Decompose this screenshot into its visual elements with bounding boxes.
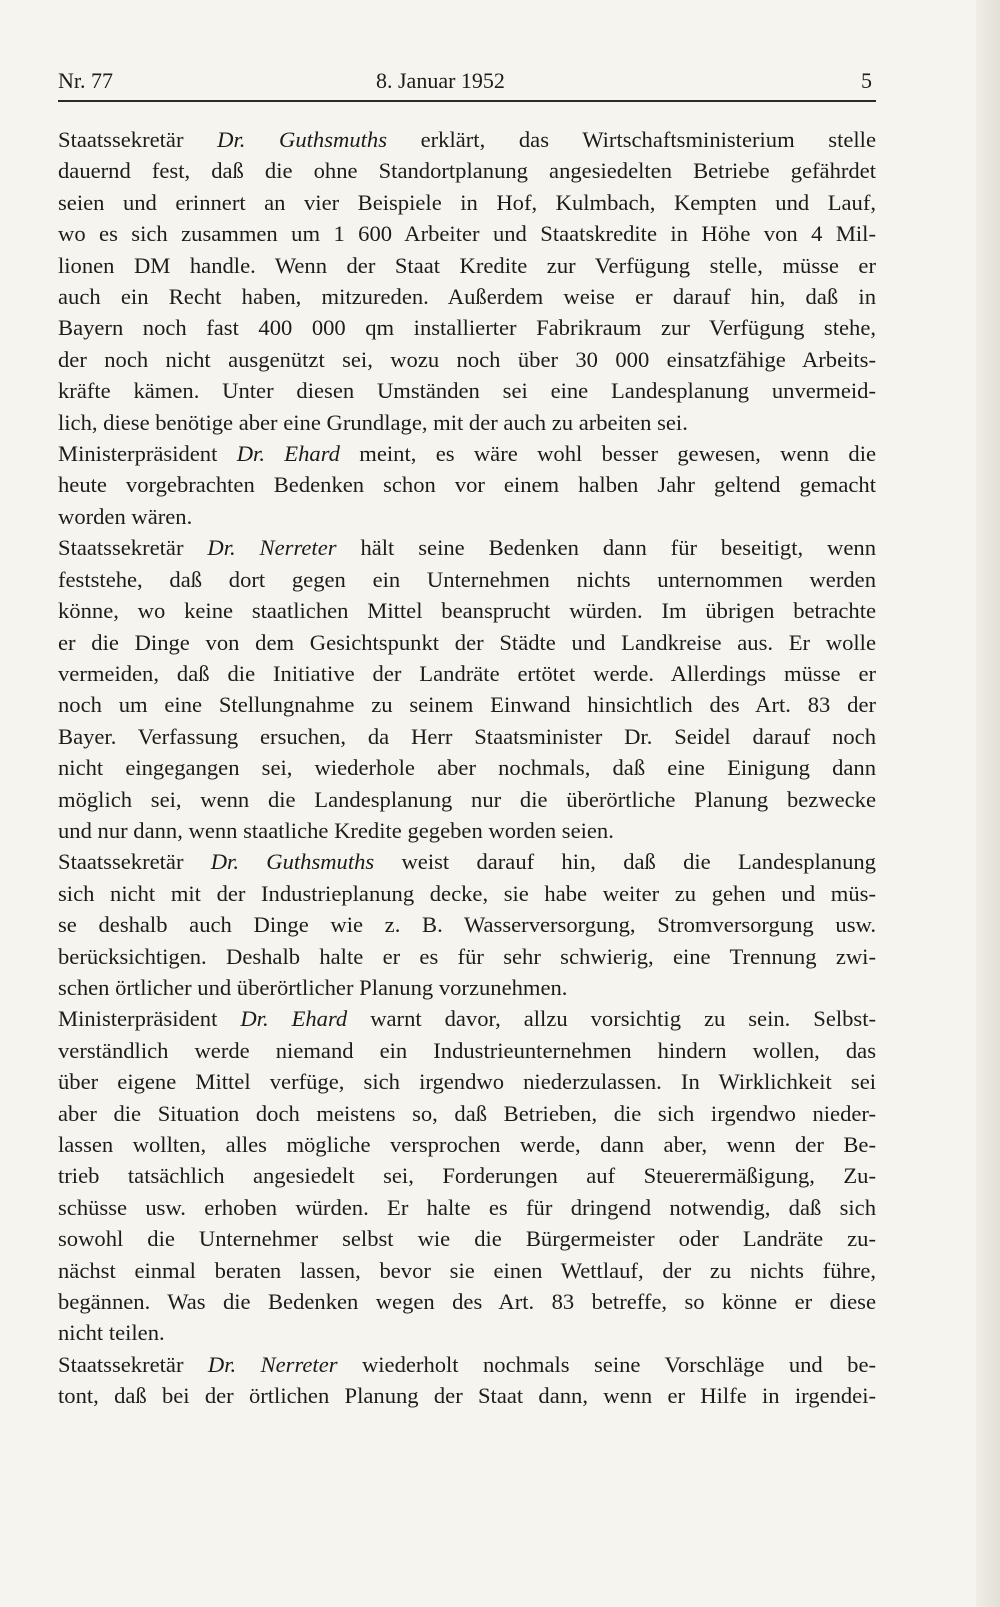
speaker-name: Dr. Nerreter: [207, 535, 337, 561]
text-line: [58, 815, 876, 846]
paragraph: [58, 438, 876, 532]
text-run: lionen DM handle. Wenn der Staat Kredite zur Verfügung stelle, müsse er: [58, 252, 876, 278]
text-run: Bayer. Verfassung ersuchen, da Herr Staatsminister Dr. Seidel darauf noch: [58, 723, 876, 749]
text-run: weist darauf hin, daß die Landesplanung: [374, 849, 876, 875]
speaker-name: Dr. Nerreter: [207, 1351, 338, 1377]
text-line: [58, 501, 876, 532]
text-run: kräfte kämen. Unter diesen Umständen sei eine Landesplanung unvermeid-: [58, 378, 876, 404]
text-run: Staatssekretär: [58, 1351, 208, 1377]
text-line: [58, 344, 876, 375]
text-run: wo es sich zusammen um 1 600 Arbeiter und Staatskredite in Höhe von 4 Mil-: [58, 221, 876, 247]
issue-number: Nr. 77: [58, 68, 113, 93]
text-line: [58, 438, 876, 469]
text-run: Staatssekretär: [58, 535, 208, 561]
text-line: [58, 972, 876, 1003]
text-run: der noch nicht ausgenützt sei, wozu noch über 30 000 einsatzfähige Arbeits-: [58, 346, 876, 372]
text-run: verständlich werde niemand ein Industrieunternehmen hindern wollen, das: [58, 1037, 876, 1063]
text-run: nächst einmal beraten lassen, bevor sie einen Wettlauf, der zu nichts führe,: [58, 1257, 876, 1283]
text-line: [58, 187, 876, 218]
text-line: [58, 595, 876, 626]
text-run: Ministerpräsident: [58, 441, 237, 467]
speaker-name: Dr. Ehard: [236, 441, 340, 467]
text-run: aber die Situation doch meistens so, daß Betrieben, die sich irgendwo nieder-: [58, 1100, 876, 1126]
text-run: möglich sei, wenn die Landesplanung nur die überörtliche Planung bezwecke: [58, 786, 876, 812]
text-line: [58, 1255, 876, 1286]
text-line: [58, 218, 876, 249]
text-line: [58, 532, 876, 563]
header-date: 8. Januar 1952: [376, 68, 505, 93]
text-line: [58, 1160, 876, 1191]
text-run: heute vorgebrachten Bedenken schon vor einem halben Jahr geltend gemacht: [58, 472, 876, 498]
text-run: tont, daß bei der örtlichen Planung der Staat dann, wenn er Hilfe in irgendei-: [58, 1383, 876, 1409]
text-run: Staatssekretär: [58, 849, 211, 875]
text-run: und nur dann, wenn staatliche Kredite gegeben worden seien.: [58, 817, 614, 843]
text-run: meint, es wäre wohl besser gewesen, wenn die: [339, 441, 877, 467]
text-line: [58, 627, 876, 658]
text-run: nicht teilen.: [58, 1320, 165, 1346]
text-line: [58, 250, 876, 281]
page-edge-shadow: [976, 0, 1000, 1607]
text-run: worden wären.: [58, 503, 193, 529]
paragraph: [58, 1003, 876, 1348]
text-run: schen örtlicher und überörtlicher Planung vorzunehmen.: [58, 974, 568, 1000]
text-run: warnt davor, allzu vorsichtig zu sein. Selbst-: [347, 1006, 877, 1032]
text-line: [58, 564, 876, 595]
text-run: berücksichtigen. Deshalb halte er es für sehr schwierig, eine Trennung zwi-: [58, 943, 876, 969]
body-text: [58, 124, 876, 1412]
text-line: [58, 312, 876, 343]
paragraph: [58, 124, 876, 438]
text-run: sich nicht mit der Industrieplanung decke, sie habe weiter zu gehen und müs-: [58, 880, 876, 906]
page-header: [58, 64, 876, 102]
paragraph: [58, 1349, 876, 1412]
text-run: noch um eine Stellungnahme zu seinem Einwand hinsichtlich des Art. 83 der: [58, 692, 876, 718]
text-run: hält seine Bedenken dann für beseitigt, wenn: [336, 535, 876, 561]
text-line: [58, 1003, 876, 1034]
text-line: [58, 941, 876, 972]
text-line: [58, 124, 876, 155]
text-run: sowohl die Unternehmer selbst wie die Bürgermeister oder Landräte zu-: [58, 1226, 876, 1252]
text-run: Ministerpräsident: [58, 1006, 241, 1032]
text-run: er die Dinge von dem Gesichtspunkt der Städte und Landkreise aus. Er wolle: [58, 629, 876, 655]
text-line: [58, 1380, 876, 1411]
speaker-name: Dr. Guthsmuths: [210, 849, 375, 875]
text-run: begännen. Was die Bedenken wegen des Art. 83 betreffe, so könne er diese: [58, 1289, 876, 1315]
text-run: trieb tatsächlich angesiedelt sei, Forderungen auf Steuerermäßigung, Zu-: [58, 1163, 876, 1189]
text-run: könne, wo keine staatlichen Mittel beansprucht würden. Im übrigen betrachte: [58, 598, 876, 624]
text-line: [58, 469, 876, 500]
text-line: [58, 1066, 876, 1097]
text-run: lich, diese benötige aber eine Grundlage, mit der auch zu arbeiten sei.: [58, 409, 688, 435]
text-run: feststehe, daß dort gegen ein Unternehmen nichts unternommen werden: [58, 566, 876, 592]
text-line: [58, 909, 876, 940]
text-line: [58, 1317, 876, 1348]
text-line: [58, 846, 876, 877]
text-line: [58, 1192, 876, 1223]
text-line: [58, 721, 876, 752]
text-run: seien und erinnert an vier Beispiele in Hof, Kulmbach, Kempten und Lauf,: [58, 189, 876, 215]
text-line: [58, 1286, 876, 1317]
text-line: [58, 689, 876, 720]
text-run: lassen wollten, alles mögliche versprochen werde, dann aber, wenn der Be-: [58, 1132, 876, 1157]
speaker-name: Dr. Ehard: [240, 1006, 348, 1032]
text-line: [58, 375, 876, 406]
text-run: erklärt, das Wirtschaftsministerium stelle: [386, 127, 876, 152]
text-run: vermeiden, daß die Initiative der Landräte ertötet werde. Allerdings müsse er: [58, 660, 876, 686]
text-line: [58, 1129, 876, 1160]
text-line: [58, 1223, 876, 1254]
text-run: Staatssekretär: [58, 127, 218, 152]
text-line: [58, 1349, 876, 1380]
text-line: [58, 878, 876, 909]
text-line: [58, 784, 876, 815]
text-run: Bayern noch fast 400 000 qm installierter Fabrikraum zur Verfügung stehe,: [58, 315, 876, 341]
text-run: se deshalb auch Dinge wie z. B. Wasserversorgung, Stromversorgung usw.: [58, 912, 876, 938]
text-run: nicht eingegangen sei, wiederhole aber nochmals, daß eine Einigung dann: [58, 755, 876, 781]
text-line: [58, 1035, 876, 1066]
speaker-name: Dr. Guthsmuths: [217, 127, 387, 152]
paragraph: [58, 846, 876, 1003]
text-line: [58, 407, 876, 438]
text-run: dauernd fest, daß die ohne Standortplanung angesiedelten Betriebe gefährdet: [58, 158, 876, 184]
text-line: [58, 1098, 876, 1129]
paragraph: [58, 532, 876, 846]
text-run: auch ein Recht haben, mitzureden. Außerdem weise er darauf hin, daß in: [58, 284, 876, 310]
text-line: [58, 155, 876, 186]
page-number: 5: [861, 68, 872, 93]
text-line: [58, 281, 876, 312]
text-run: schüsse usw. erhoben würden. Er halte es für dringend notwendig, daß sich: [58, 1194, 876, 1220]
text-run: wiederholt nochmals seine Vorschläge und be-: [337, 1351, 877, 1377]
text-line: [58, 658, 876, 689]
text-run: über eigene Mittel verfüge, sich irgendwo niederzulassen. In Wirklichkeit sei: [58, 1069, 876, 1095]
text-line: [58, 752, 876, 783]
